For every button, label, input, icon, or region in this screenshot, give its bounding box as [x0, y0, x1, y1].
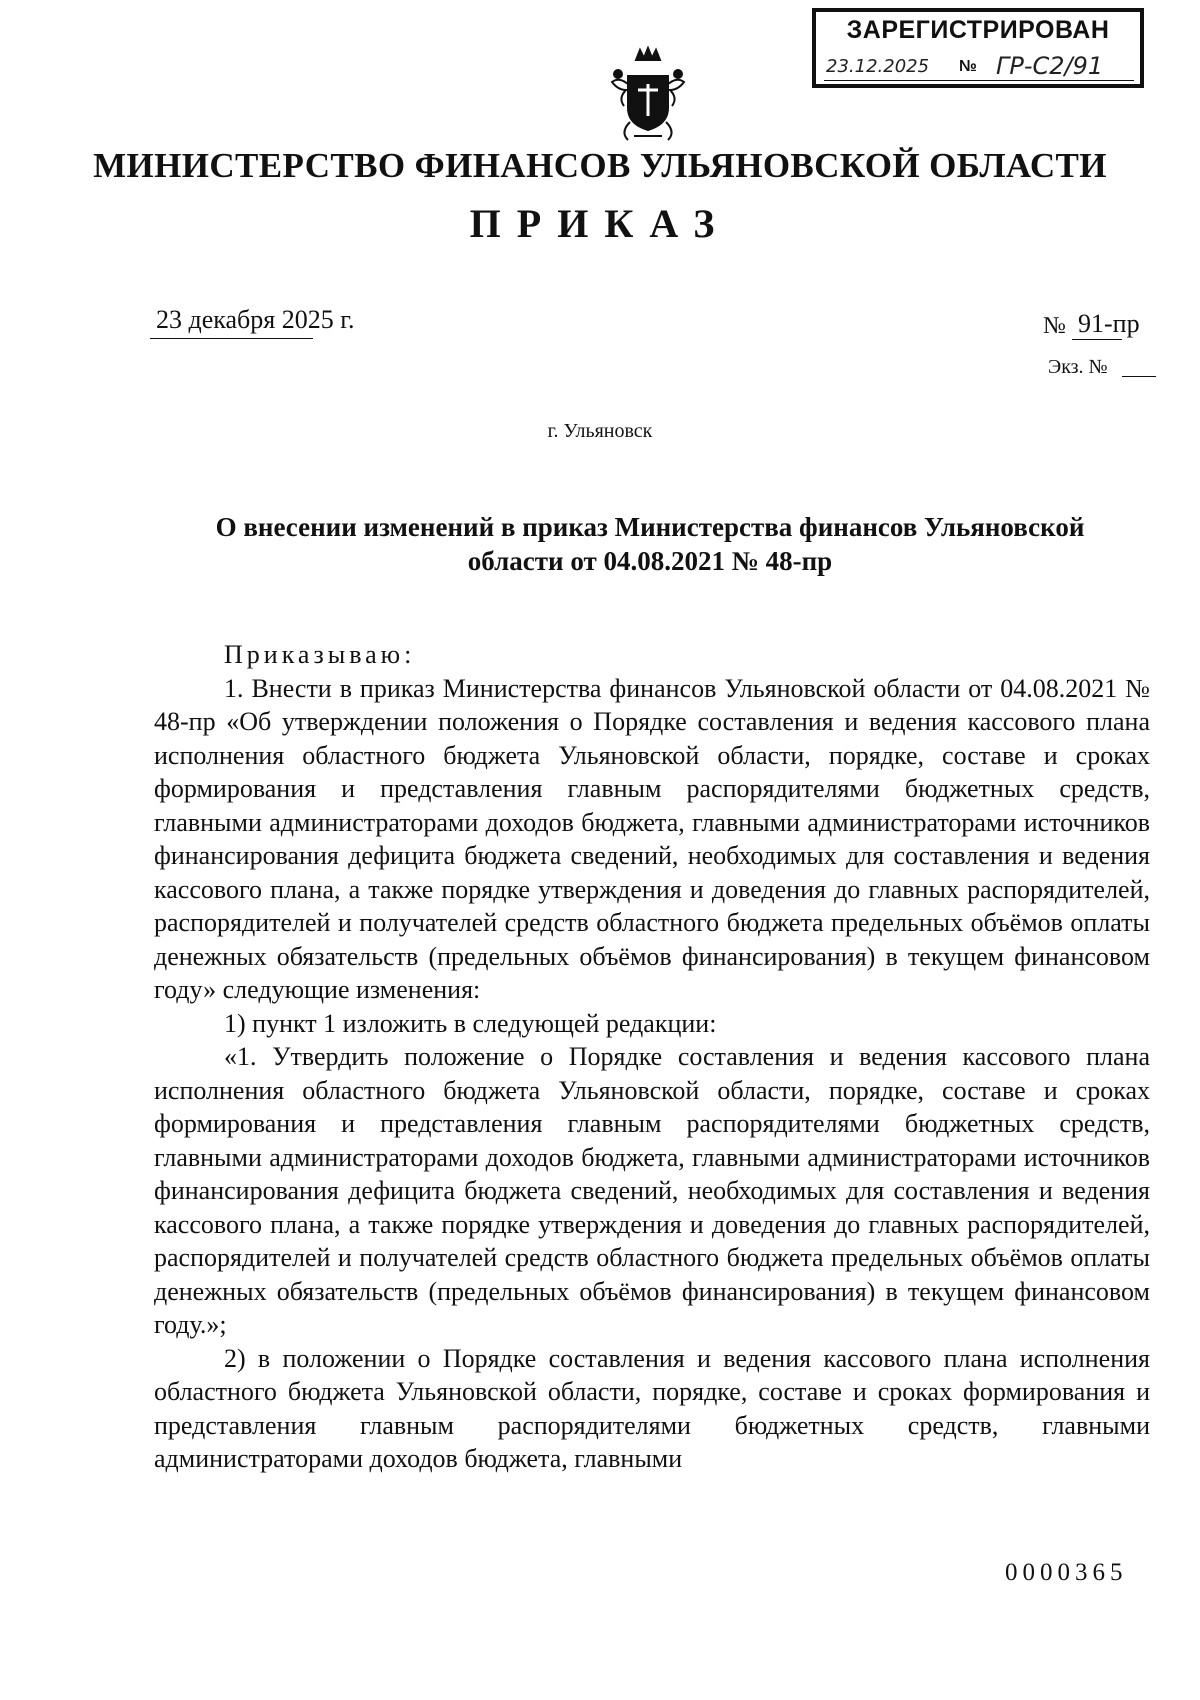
coat-of-arms-icon	[600, 46, 696, 144]
stamp-title: ЗАРЕГИСТРИРОВАН	[846, 16, 1110, 44]
page-code: 0000365	[1005, 1559, 1128, 1586]
copy-number-label: Экз. №	[1048, 356, 1108, 378]
number-underline	[1072, 339, 1122, 340]
subject-line-2: области от 04.08.2021 № 48-пр	[467, 546, 833, 576]
subject-line-1: О внесении изменений в приказ Министерства финансов Ульяновской	[215, 512, 1085, 542]
order-body	[154, 638, 1150, 1476]
city: г. Ульяновск	[547, 420, 653, 442]
paragraph-2: 1) пункт 1 изложить в следующей редакции:	[224, 1008, 717, 1038]
copy-number-blank	[1122, 376, 1156, 377]
order-date: 23 декабря 2025 г.	[156, 305, 355, 334]
order-lead: Приказываю:	[224, 640, 416, 669]
stamp-date: 23.12.2025	[826, 56, 930, 77]
order-subject	[150, 510, 1150, 578]
order-number: 91-пр	[1078, 309, 1140, 338]
ministry-title: МИНИСТЕРСТВО ФИНАНСОВ УЛЬЯНОВСКОЙ ОБЛАСТИ	[93, 146, 1107, 185]
stamp-number: ГР-С2/91	[996, 52, 1104, 80]
paragraph-3: «1. Утвердить положение о Порядке составления и ведения кассового плана исполнения областного бюджета Ульяновской области, порядке, составе и сроках формирования и представления главным распорядителями бюджетных средств, главными администраторами доходов бюджета, главными администраторами источников финансирования дефицита бюджета сведений, необходимых для составления и ведения кассового плана, а также порядке утверждения и доведения до главных распорядителей, распорядителей и получателей средств областного бюджета предельных объёмов оплаты денежных обязательств (предельных объёмов финансирования) в текущем финансовом году.»;	[154, 1042, 1150, 1339]
stamp-number-sign: №	[959, 58, 977, 75]
registration-stamp	[812, 8, 1144, 88]
stamp-underline	[824, 80, 1134, 81]
paragraph-4: 2) в положении о Порядке составления и ведения кассового плана исполнения областного бюджета Ульяновской области, порядке, составе и сроках формирования и представления главным распорядителями бюджетных средств, главными администраторами доходов бюджета, главными	[154, 1343, 1150, 1473]
order-number-label: №	[1043, 313, 1066, 339]
paragraph-1: 1. Внести в приказ Министерства финансов Ульяновской области от 04.08.2021 № 48-пр «Об утверждении положения о Порядке составления и ведения кассового плана исполнения областного бюджета Ульяновской области, порядке, составе и сроках формирования и представления главным распорядителями бюджетных средств, главными администраторами доходов бюджета, главными администраторами источников финансирования дефицита бюджета сведений, необходимых для составления и ведения кассового плана, а также порядке утверждения и доведения до главных распорядителей, распорядителей и получателей средств областного бюджета предельных объёмов оплаты денежных обязательств (предельных объёмов финансирования) в текущем финансовом году» следующие изменения:	[154, 673, 1150, 1004]
order-heading: ПРИКАЗ	[469, 201, 731, 246]
date-underline	[150, 338, 313, 339]
